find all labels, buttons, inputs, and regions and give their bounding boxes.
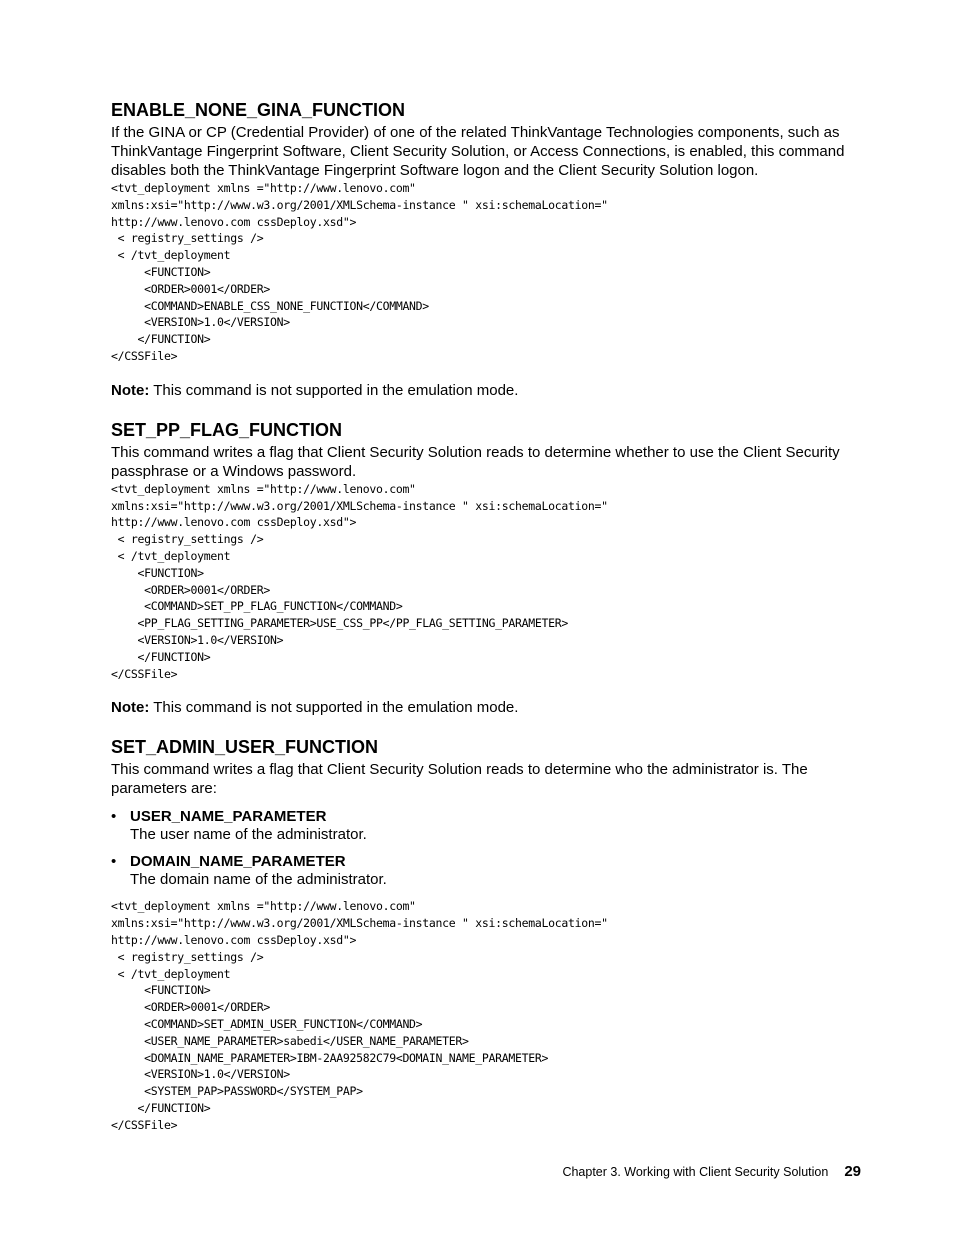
list-item <box>111 808 871 844</box>
parameter-name: USER_NAME_PARAMETER <box>130 808 327 826</box>
bullet: • <box>111 853 117 871</box>
note-text: This command is not supported in the emulation mode. <box>153 699 519 717</box>
section-heading: ENABLE_NONE_GINA_FUNCTION <box>111 100 406 120</box>
code-sample: <tvt_deployment xmlns ="http://www.lenovo.com" xmlns:xsi="http://www.w3.org/2001/XMLSchema-instance " xsi:schemaLocation=" http://www.lenovo.com cssDeploy.xsd"> < registry_settings /> < /tvt_deployment <FUNCTION> <ORDER>0001</ORDER> <COMMAND>SET_ADMIN_USER_FUNCTION</COMMAND> <USER_NAME_PARAMETER>sabedi</USER_NAME_PARAMETER> <DOMAIN_NAME_PARAMETER>IBM-2AA92582C79<DOMAIN_NAME_PARAMETER> <VERSION>1.0</VERSION> <SYSTEM_PAP>PASSWORD</SYSTEM_PAP> </FUNCTION> </CSSFile> <box>111 899 608 1132</box>
parameter-list <box>111 808 871 889</box>
section-set-admin-user <box>111 736 871 1133</box>
section-body: This command writes a flag that Client Security Solution reads to determine whether to use the Client Security passphrase or a Windows password. <box>111 443 840 480</box>
parameter-description: The domain name of the administrator. <box>130 871 387 889</box>
note-label: Note: <box>111 699 150 717</box>
document-page <box>111 99 871 1133</box>
section-body: This command writes a flag that Client Security Solution reads to determine who the administrator is. The parameters are: <box>111 761 808 798</box>
section-heading: SET_PP_FLAG_FUNCTION <box>111 419 343 440</box>
code-sample: <tvt_deployment xmlns ="http://www.lenovo.com" xmlns:xsi="http://www.w3.org/2001/XMLSchema-instance " xsi:schemaLocation=" http://www.lenovo.com cssDeploy.xsd"> < registry_settings /> < /tvt_deployment <FUNCTION> <ORDER>0001</ORDER> <COMMAND>SET_PP_FLAG_FUNCTION</COMMAND> <PP_FLAG_SETTING_PARAMETER>USE_CSS_PP</PP_FLAG_SETTING_PARAMETER> <VERSION>1.0</VERSION> </FUNCTION> </CSSFile> <box>111 481 608 681</box>
note-text: This command is not supported in the emulation mode. <box>153 381 519 399</box>
note <box>111 381 871 400</box>
section-body: If the GINA or CP (Credential Provider) of one of the related ThinkVantage Technologies components, such as ThinkVantage Fingerprint Software, Client Security Solution, or Access Connections, is enabled, this command disables both the ThinkVantage Fingerprint Software logon and the Client Security Solution logon. <box>111 124 845 179</box>
bullet: • <box>111 808 117 826</box>
section-set-pp-flag <box>111 419 871 718</box>
note-label: Note: <box>111 381 150 399</box>
chapter-title: Chapter 3. Working with Client Security Solution <box>562 1165 829 1179</box>
parameter-name: DOMAIN_NAME_PARAMETER <box>130 853 346 871</box>
list-item <box>111 853 871 889</box>
section-heading: SET_ADMIN_USER_FUNCTION <box>111 737 379 758</box>
parameter-description: The user name of the administrator. <box>130 826 367 844</box>
section-enable-none-gina <box>111 99 871 400</box>
code-sample: <tvt_deployment xmlns ="http://www.lenovo.com" xmlns:xsi="http://www.w3.org/2001/XMLSchema-instance " xsi:schemaLocation=" http://www.lenovo.com cssDeploy.xsd"> < registry_settings /> < /tvt_deployment <FUNCTION> <ORDER>0001</ORDER> <COMMAND>ENABLE_CSS_NONE_FUNCTION</COMMAND> <VERSION>1.0</VERSION> </FUNCTION> </CSSFile> <box>111 181 608 363</box>
page-footer <box>562 1163 861 1180</box>
note <box>111 698 871 717</box>
page-number: 29 <box>844 1163 861 1180</box>
